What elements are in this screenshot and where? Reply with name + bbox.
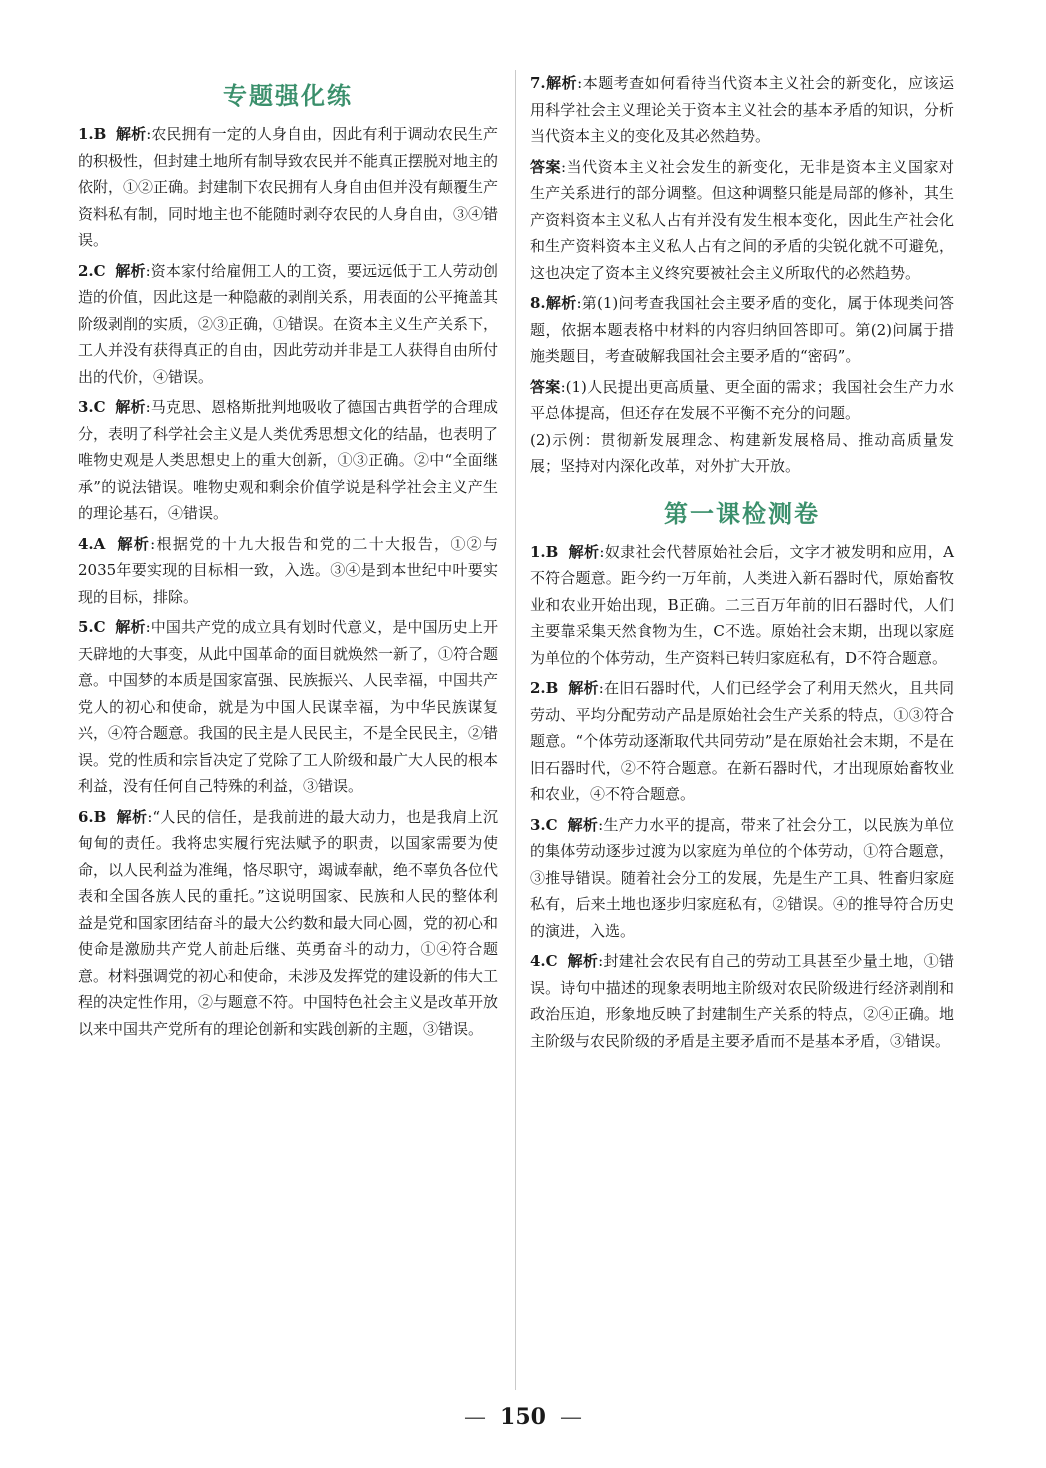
analysis-label: 解析 [115,618,146,636]
label-separator: : [145,261,151,280]
page-number-dash-right: — [559,1405,582,1430]
analysis-label: 解析 [567,815,599,834]
item-text: 第(1)问考查我国社会主要矛盾的变化，属于体现类问答题，依据本题表格中材料的内容归纳回答即可。第(2)问属于措施类题目，考查破解我国社会主要矛盾的“密码”。 [530,294,954,365]
item-text: 本题考查如何看待当代资本主义社会的新变化，应该运用科学社会主义理论关于资本主义社会的基本矛盾的知识，分析当代资本主义的变化及其必然趋势。 [530,74,954,145]
item-text: 农民拥有一定的人身自由，因此有利于调动农民生产的积极性，但封建土地所有制导致农民并不能真正摆脱对地主的依附，①②正确。封建制下农民拥有人身自由但并没有颠覆生产资料私有制，同时地主也不能随时剥夺农民的人身自由，③④错误。 [78,125,499,249]
label-separator: : [577,74,583,92]
label-separator: : [599,542,605,561]
analysis-label: 解析 [545,74,578,92]
answer-paragraph [530,374,954,427]
answer-item [78,121,498,254]
label-separator: : [598,952,604,970]
right-column [530,70,954,1058]
answer-item [78,804,498,1043]
item-text: 资本家付给雇佣工人的工资，要远远低于工人劳动创造的价值，因此这是一种隐蔽的剥削关系，用表面的公平掩盖其阶级剥削的实质，②③正确，①错误。在资本主义生产关系下，工人并没有获得真正的自由，因此劳动并非是工人获得自由所付出的代价，④错误。 [78,261,499,386]
analysis-label: 解析 [116,125,147,143]
label-separator: : [560,377,566,396]
label-separator: : [145,398,151,416]
page-number-dash-left: — [464,1405,487,1430]
answer-item [78,394,498,527]
analysis-label: 解析 [567,952,599,970]
item-text: 马克思、恩格斯批判地吸收了德国古典哲学的合理成分，表明了科学社会主义是人类优秀思想文化的结晶，也表明了唯物史观是人类思想史上的重大创新，①③正确。②中“全面继承”的说法错误。唯物史观和剩余价值学说是科学社会主义产生的理论基石，④错误。 [78,398,499,522]
label-separator: : [147,807,153,826]
answer-item [530,675,954,808]
answer-item [530,70,954,150]
item-number: 6.B [78,807,107,826]
answer-label: 答案 [530,157,562,176]
page-number-value: 150 [500,1404,546,1430]
answer-item [78,531,498,611]
left-column [78,70,498,1046]
label-separator: : [146,125,152,143]
item-text: 中国共产党的成立具有划时代意义，是中国历史上开天辟地的大事变，从此中国革命的面目就焕然一新了，①符合题意。中国梦的本质是国家富强、民族振兴、人民幸福，中国共产党人的初心和使命，就是为中国人民谋幸福，为中华民族谋复兴，④符合题意。我国的民主是人民民主，不是全民民主，②错误。党的性质和宗旨决定了党除了工人阶级和最广大人民的根本利益，没有任何自己特殊的利益，③错误。 [78,618,499,795]
answer-item [530,539,954,672]
item-text: 根据党的十九大报告和党的二十大报告，①②与2035年要实现的目标相一致，入选。③④是到本世纪中叶要实现的目标，排除。 [78,534,498,606]
label-separator: : [150,534,156,553]
label-separator: : [598,679,604,697]
analysis-label: 解析 [545,294,577,312]
label-separator: : [145,618,151,636]
answer-label: 答案 [530,377,561,396]
item-text: 封建社会农民有自己的劳动工具甚至少量土地，①错误。诗句中描述的现象表明地主阶级对农民阶级进行经济剥削和政治压迫，形象地反映了封建制生产关系的特点，②④正确。地主阶级与农民阶级的矛盾是主要矛盾而不是基本矛盾，③错误。 [530,952,954,1050]
answer-text: (2)示例：贯彻新发展理念、构建新发展格局、推动高质量发展；坚持对内深化改革，对外扩大开放。 [530,430,954,475]
item-number: 1.B [78,125,107,143]
item-text: 生产力水平的提高，带来了社会分工，以民族为单位的集体劳动逐步过渡为以家庭为单位的个体劳动，①符合题意，③推导错误。随着社会分工的发展，先是生产工具、牲畜归家庭私有，后来土地也逐步归家庭私有，②错误。④的推导符合历史的演进，入选。 [530,815,954,940]
item-number: 1.B [530,542,559,561]
item-text: “人民的信任，是我前进的最大动力，也是我肩上沉甸甸的责任。我将忠实履行宪法赋予的职责，以国家需要为使命，以人民利益为准绳，恪尽职守，竭诚奉献，绝不辜负各位代表和全国各族人民的重托。”这说明国家、民族和人民的整体利益是党和国家团结奋斗的最大公约数和最大同心圆，党的初心和使命是激励共产党人前赴后继、英勇奋斗的动力，①④符合题意。材料强调党的初心和使命，未涉及发挥党的建设新的伟大工程的决定性作用，②与题意不符。中国特色社会主义是改革开放以来中国共产党所有的理论创新和实践创新的主题，③错误。 [78,807,499,1038]
item-text: 奴隶社会代替原始社会后，文字才被发明和应用，A不符合题意。距今约一万年前，人类进入新石器时代，原始畜牧业和农业开始出现，B正确。二三百万年前的旧石器时代，人们主要靠采集天然食物为生，C不选。原始社会末期，出现以家庭为单位的个体劳动，生产资料已转归家庭私有，D不符合题意。 [530,542,954,667]
analysis-label: 解析 [117,534,151,553]
item-number: 3.C [530,815,558,834]
label-separator: : [598,815,604,834]
item-number: 2.B [530,679,559,697]
item-number: 4.A [78,534,106,553]
answer-text: 当代资本主义社会发生的新变化，无非是资本主义国家对生产关系进行的部分调整。但这种调整只能是局部的修补，其生产资料资本主义私人占有并没有发生根本变化，因此生产社会化和生产资料资本主义私人占有之间的矛盾的尖锐化就不可避免，这也决定了资本主义终究要被社会主义所取代的必然趋势。 [530,157,954,282]
analysis-label: 解析 [116,807,148,826]
analysis-label: 解析 [568,679,599,697]
item-number: 5.C [78,618,106,636]
answer-item [530,812,954,945]
item-text: 在旧石器时代，人们已经学会了利用天然火，且共同劳动、平均分配劳动产品是原始社会生产关系的特点，①③符合题意。“个体劳动逐渐取代共同劳动”是在原始社会末期，不是在旧石器时代，②不符合题意。在新石器时代，才出现原始畜牧业和农业，④不符合题意。 [530,679,954,803]
analysis-label: 解析 [568,542,600,561]
answer-item [530,290,954,370]
item-number: 7. [530,74,546,92]
analysis-label: 解析 [115,398,146,416]
answer-paragraph [530,427,954,480]
item-number: 8. [530,294,546,312]
section-title: 第一课检测卷 [664,498,820,528]
analysis-label: 解析 [115,261,146,280]
section-title: 专题强化练 [223,81,353,110]
item-number: 2.C [78,261,106,280]
answer-item [530,948,954,1054]
column-divider [515,70,516,1390]
answer-paragraph [530,154,954,287]
item-number: 3.C [78,398,106,416]
item-number: 4.C [530,952,558,970]
answer-item [78,258,498,391]
page-number [0,1404,1046,1430]
answer-item [78,614,498,800]
label-separator: : [561,157,567,176]
label-separator: : [576,294,582,312]
answer-text: (1)人民提出更高质量、更全面的需求；我国社会生产力水平总体提高，但还存在发展不平衡不充分的问题。 [530,377,954,422]
